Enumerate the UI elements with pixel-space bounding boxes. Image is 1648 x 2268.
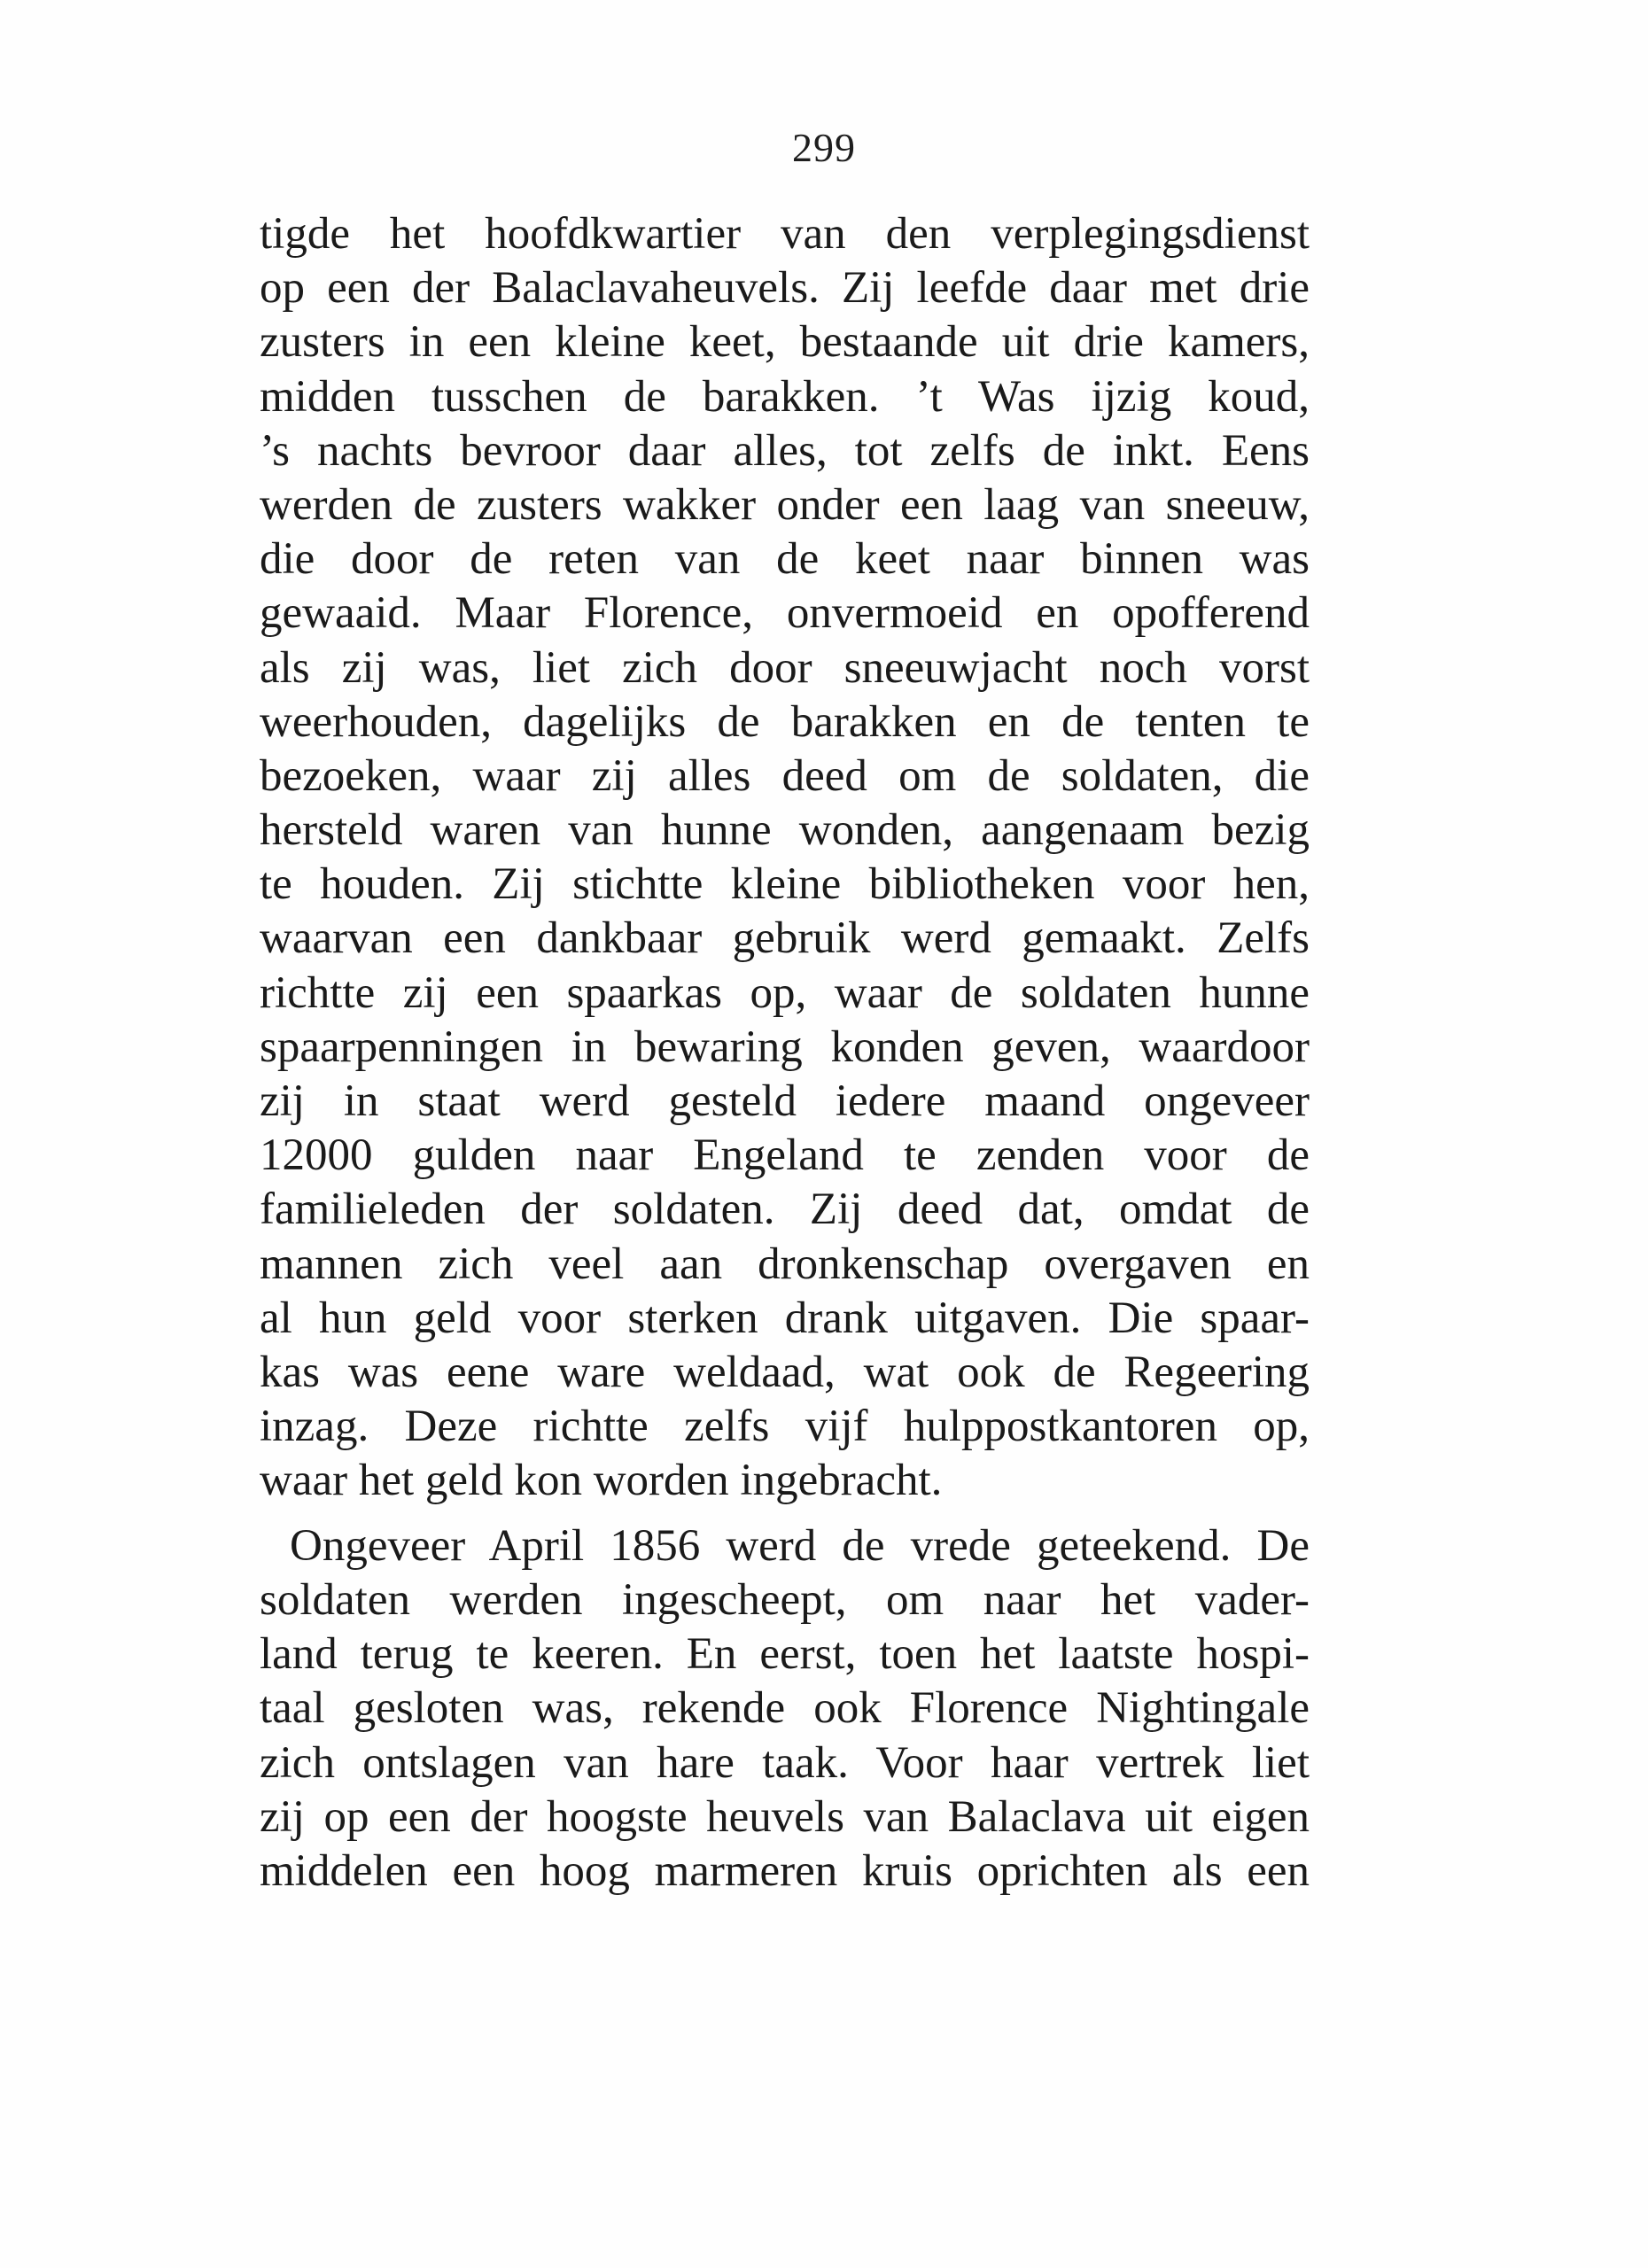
text-line: mannen zich veel aan dronkenschap overgaven en: [260, 1239, 1310, 1289]
paragraph-1: [260, 207, 1310, 1509]
text-line: Ongeveer April 1856 werd de vrede geteekend. De: [290, 1520, 1310, 1571]
text-line: waarvan een dankbaar gebruik werd gemaakt. Zelfs: [260, 913, 1310, 964]
text-line: die door de reten van de keet naar binnen was: [260, 534, 1310, 585]
text-line: middelen een hoog marmeren kruis oprichten als een: [260, 1846, 1310, 1897]
page-number: 299: [792, 125, 856, 170]
text-line: waar het geld kon worden ingebracht.: [260, 1456, 943, 1506]
text-line: zij in staat werd gesteld iedere maand ongeveer: [260, 1076, 1310, 1126]
text-line: te houden. Zij stichtte kleine bibliotheken voor hen,: [260, 859, 1310, 910]
text-line: op een der Balaclavaheuvels. Zij leefde daar met drie: [260, 263, 1310, 314]
text-line: zich ontslagen van hare taak. Voor haar vertrek liet: [260, 1737, 1310, 1788]
text-line: spaarpenningen in bewaring konden geven, waardoor: [260, 1021, 1310, 1072]
text-line: gewaaid. Maar Florence, onvermoeid en opofferend: [260, 588, 1310, 639]
text-line: zij op een der hoogste heuvels van Balaclava uit eigen: [260, 1791, 1310, 1842]
text-line: hersteld waren van hunne wonden, aangenaam bezig: [260, 805, 1310, 856]
text-line: land terug te keeren. En eerst, toen het laatste hospi-: [260, 1629, 1310, 1680]
text-line: zusters in een kleine keet, bestaande uit drie kamers,: [260, 317, 1310, 368]
text-line: familieleden der soldaten. Zij deed dat, omdat de: [260, 1184, 1310, 1235]
text-line: weerhouden, dagelijks de barakken en de tenten te: [260, 696, 1310, 747]
text-line: inzag. Deze richtte zelfs vijf hulppostkantoren op,: [260, 1402, 1310, 1452]
text-line: soldaten werden ingescheept, om naar het vader-: [260, 1574, 1310, 1625]
text-line: ’s nachts bevroor daar alles, tot zelfs de inkt. Eens: [260, 425, 1310, 476]
text-line: kas was eene ware weldaad, wat ook de Regeering: [260, 1347, 1310, 1397]
text-line: tigde het hoofdkwartier van den verplegingsdienst: [260, 209, 1310, 259]
text-line: taal gesloten was, rekende ook Florence Nightingale: [260, 1683, 1310, 1734]
text-line: 12000 gulden naar Engeland te zenden voor de: [260, 1130, 1310, 1181]
text-line: richtte zij een spaarkas op, waar de soldaten hunne: [260, 967, 1310, 1018]
text-line: bezoeken, waar zij alles deed om de soldaten, die: [260, 750, 1310, 801]
body-text: [260, 207, 1310, 1899]
text-line: al hun geld voor sterken drank uitgaven. Die spaar-: [260, 1293, 1310, 1343]
text-line: als zij was, liet zich door sneeuwjacht noch vorst: [260, 642, 1310, 693]
paragraph-2: [260, 1519, 1310, 1899]
text-line: werden de zusters wakker onder een laag van sneeuw,: [260, 479, 1310, 530]
text-line: midden tusschen de barakken. ’t Was ijzig koud,: [260, 371, 1310, 422]
